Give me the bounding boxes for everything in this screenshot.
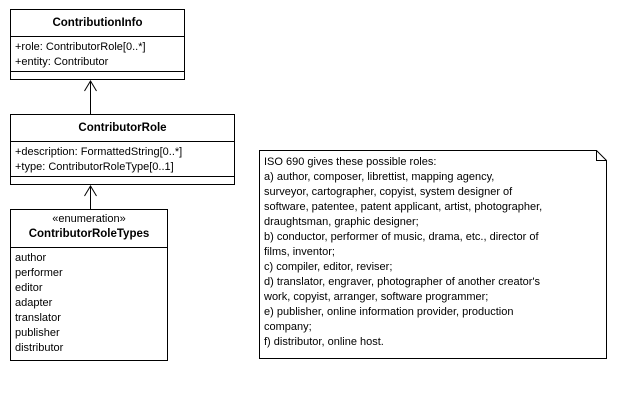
enum-literal: editor [15, 282, 43, 294]
note-line: d) translator, engraver, photographer of another creator's [264, 276, 541, 288]
note-line: e) publisher, online information provider, production [264, 306, 514, 318]
note-text [264, 155, 604, 350]
enum-literal: distributor [15, 342, 64, 354]
note-line: ISO 690 gives these possible roles: [264, 156, 437, 168]
attribute: +entity: Contributor [15, 56, 109, 68]
class-name: ContributorRoleTypes [28, 228, 150, 240]
note-line: surveyor, cartographer, copyist, system designer of [264, 186, 513, 198]
note-line: software, patentee, patent applicant, artist, photographer, [264, 201, 543, 213]
attribute: +description: FormattedString[0..*] [15, 146, 183, 158]
note-line: work, copyist, arranger, software programmer; [264, 291, 489, 303]
class-contributor-role[interactable] [10, 114, 235, 185]
literal-compartment [11, 248, 167, 356]
note-line: films, inventor; [264, 246, 335, 258]
attribute: +role: ContributorRole[0..*] [15, 41, 146, 53]
note-line: draughtsman, graphic designer; [264, 216, 419, 228]
enum-literal: performer [15, 267, 63, 279]
enum-contributor-role-types[interactable] [10, 209, 168, 361]
enum-header [11, 210, 167, 248]
attribute-compartment [11, 142, 234, 177]
iso690-note[interactable] [259, 150, 607, 359]
attribute-compartment [11, 37, 184, 72]
enum-literal: author [15, 252, 47, 264]
note-line: f) distributor, online host. [264, 336, 384, 348]
note-line: b) conductor, performer of music, drama, etc., director of [264, 231, 539, 243]
class-name: ContributorRole [11, 115, 234, 142]
note-line: c) compiler, editor, reviser; [264, 261, 393, 273]
enum-literal: translator [15, 312, 61, 324]
note-line: company; [264, 321, 312, 333]
note-line: a) author, composer, librettist, mapping agency, [264, 171, 495, 183]
attribute: +type: ContributorRoleType[0..1] [15, 161, 174, 173]
enum-literal: publisher [15, 327, 60, 339]
stereotype: «enumeration» [52, 213, 126, 225]
enum-literal: adapter [15, 297, 53, 309]
class-name: ContributionInfo [11, 10, 184, 37]
class-contribution-info[interactable] [10, 9, 185, 80]
